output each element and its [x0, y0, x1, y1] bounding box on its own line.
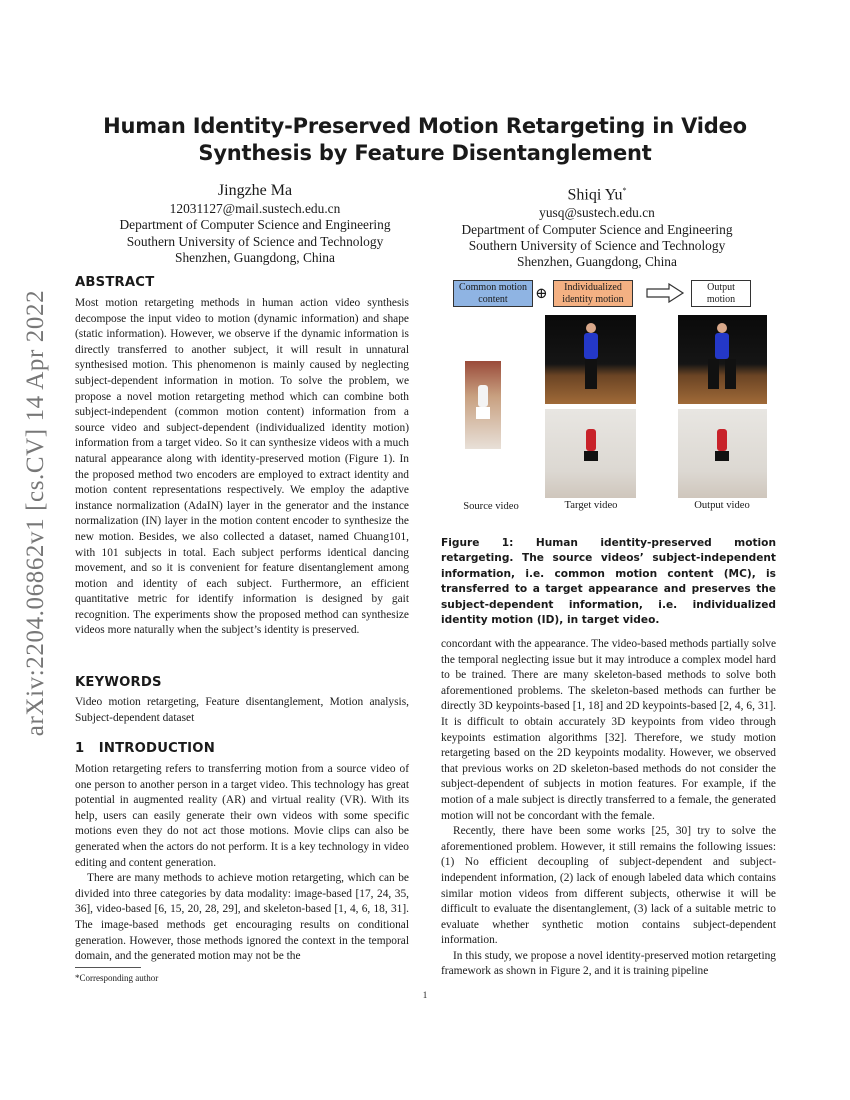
output-figure-shirt	[715, 333, 729, 359]
author-name: Jingzhe Ma	[217, 182, 293, 199]
author-email: 12031127@mail.sustech.edu.cn	[169, 201, 341, 216]
target-video-room-frame	[545, 409, 636, 498]
right-paragraph-3: In this study, we propose a novel identity-preserved motion retargeting framework as shown in Figure 2, and it is training pipeline	[441, 949, 776, 978]
output-video-stage-frame	[678, 315, 767, 404]
abstract-heading: ABSTRACT	[75, 275, 155, 290]
output-video-room-frame	[678, 409, 767, 498]
output-room-figure-skirt	[715, 451, 729, 461]
abstract-body	[75, 296, 409, 639]
author-block-2	[447, 180, 747, 271]
target-figure-shirt	[584, 333, 598, 359]
author-location: Shenzhen, Guangdong, China	[517, 254, 677, 270]
target-video-stage-frame	[545, 315, 636, 404]
output-figure-head	[717, 323, 727, 333]
right-column-body	[441, 637, 776, 980]
output-room-figure-top	[717, 429, 727, 451]
intro-paragraph-2: There are many methods to achieve motion retargeting, which can be divided into three categories by data modality: image-based [17, 24, 35, 36], video-based [6, 15, 20, 28, 29], and skeleton-based [1, 4, 6, 18, 31]. The image-based methods get encouraging results on conditional generation. However, those methods ignored the context in the temporal domain, and the generated motion may not be the	[75, 872, 409, 963]
figure-1-caption: Figure 1: Human identity-preserved motion retargeting. The source videos’ subject-independent information, i.e. common motion content (MC), is transferred to a target appearance and preserves the subject-dependent information, i.e. individualized identity motion (ID), in target video.	[441, 537, 776, 627]
page-number: 1	[422, 990, 428, 1000]
author-block-1	[105, 180, 405, 266]
title-line-1: Human Identity-Preserved Motion Retargeting in Video	[103, 114, 747, 138]
target-figure-head	[586, 323, 596, 333]
common-motion-label: Common motion content	[458, 282, 528, 305]
output-figure-legs	[708, 359, 736, 389]
individual-motion-label: Individualized identity motion	[562, 282, 624, 305]
source-video-label: Source video	[463, 501, 519, 512]
arxiv-id: arXiv:2204.06862v1 [cs.CV] 14 Apr 2022	[22, 289, 49, 737]
right-paragraph-2: Recently, there have been some works [25, 30] try to solve the aforementioned problem. However, it still remains the following issues: (1) No efficient decoupling of subject-dependent and subject-independent information, (2) lack of enough labeled data which contains similar motion videos from different subjects, otherwise it will be difficult to evaluate the disentanglement, (3) lack of a suitable metric to evaluate whether synthetic motion contains subject-dependent information.	[441, 825, 776, 947]
target-room-figure-skirt	[584, 451, 598, 461]
arxiv-stamp	[17, 288, 55, 738]
source-figure-skirt	[476, 407, 490, 419]
author-name-line	[447, 180, 747, 205]
target-video-label: Target video	[564, 500, 618, 511]
author-univ: Southern University of Science and Technology	[468, 237, 726, 253]
footnote: *Corresponding author	[75, 973, 159, 983]
right-paragraph-1: concordant with the appearance. The video-based methods partially solve the temporal neglecting issue but it may introduce a complex model hard to be trained. There are many skeleton-based methods to solve both aforementioned problems. The skeleton-based methods can further be directly 3D keypoints-based [1, 18] and 2D keypoints-based [2, 4, 6, 31]. It is difficult to obtain accurately 3D keypoints from video through keypoints estimation algorithms [32]. Therefore, we study motion retargeting based on the 2D keypoints modality. However, we observed that previous works on 2D skeleton-based methods do not consider the subject-dependent of subjects in motion features. For example, if the motion of a male subject is directly transferred to a female, the generated motion will not be concordant with the female.	[441, 638, 776, 822]
source-figure-body	[478, 385, 488, 407]
output-motion-box	[691, 280, 751, 307]
source-video-frame	[465, 361, 501, 449]
keywords-body	[75, 695, 409, 726]
keywords-heading: KEYWORDS	[75, 675, 162, 690]
paper-title	[0, 113, 850, 167]
target-figure-legs	[585, 359, 597, 389]
author-location: Shenzhen, Guangdong, China	[175, 249, 335, 265]
individual-motion-box	[553, 280, 633, 307]
footnote-rule	[75, 967, 141, 968]
figure-1	[441, 275, 776, 520]
abstract-text: Most motion retargeting methods in human action video synthesis decompose the input video to motion (dynamic information) and shape (static information). However, we observe if the dynamic information is directly transferred to another subject, it will result in unnatural synthesised motion. This phenomenon is mainly caused by neglecting subject-dependent information in motion. To solve the problem, we propose a novel motion retargeting method which can combine both subject-independent (common motion content) information from a source video and subject-dependent (individualized identity motion) information from a target video. So it can synthesize videos with a much natural appearance along with identity-preserved motion (Figure 1). In the proposed method two encoders are employed to extract identity and motion content representations respectively. We employ the adaptive instance normalization (AdaIN) layer in the generator and the instance normalization (IN) layer in the motion content encoder to synthesize the new motion. Besides, we also collected a dataset, named Chuang101, with 101 subjects in total. Each subject performs identical dancing movement, and so it is convenient for feature disentanglement among motion and identity of each subject. Furthermore, an efficient quantitative metric for identify information is designed by gait recognition. The experiments show the proposed method can synthesize videos more naturally when the subject’s identity is preserved.	[75, 297, 409, 637]
keywords-text: Video motion retargeting, Feature disentanglement, Motion analysis, Subject-dependent dataset	[75, 696, 409, 724]
arrow-right-icon	[645, 283, 685, 303]
output-motion-label: Output motion	[706, 282, 736, 305]
target-room-figure-top	[586, 429, 596, 451]
intro-body	[75, 762, 409, 965]
author-dept: Department of Computer Science and Engineering	[461, 221, 733, 237]
author-univ: Southern University of Science and Technology	[126, 233, 384, 249]
output-video-label: Output video	[694, 500, 750, 511]
common-motion-box	[453, 280, 533, 307]
author-dept: Department of Computer Science and Engineering	[119, 217, 391, 233]
intro-paragraph-1: Motion retargeting refers to transferring motion from a source video of one person to another person in a target video. This technology has great potential in augmented reality (AR) and virtual reality (VR). With its help, users can easily generate their own videos with some specific motions even they do not act those motions. Movie clips can also be generated when the actors do not perform. It is a key technology in video editing and content generation.	[75, 763, 409, 869]
intro-heading: 1 INTRODUCTION	[75, 741, 215, 756]
plus-symbol: ⊕	[535, 286, 548, 302]
author-name: Shiqi Yu	[567, 186, 623, 204]
author-email: yusq@sustech.edu.cn	[539, 205, 655, 221]
title-line-2: Synthesis by Feature Disentanglement	[198, 141, 652, 165]
corresponding-mark: *	[622, 186, 627, 195]
